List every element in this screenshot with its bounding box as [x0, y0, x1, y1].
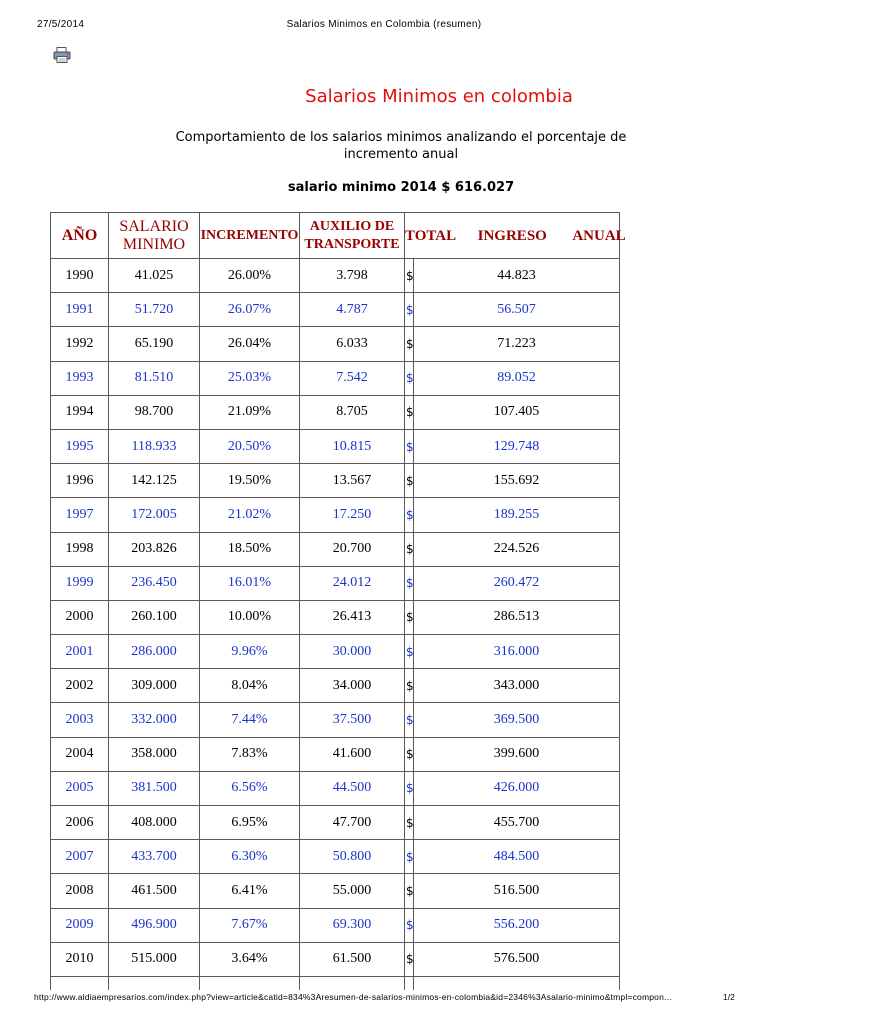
cell-salary: 41.025: [109, 259, 200, 293]
cell-year: 1990: [51, 259, 109, 293]
table-body: [51, 259, 620, 991]
cell-increment: 9.96%: [200, 635, 300, 669]
cell-increment: 6.41%: [200, 874, 300, 908]
cell-salary: 496.900: [109, 908, 200, 942]
cell-year: 1991: [51, 293, 109, 327]
cell-year: 2006: [51, 806, 109, 840]
cell-year: 1998: [51, 532, 109, 566]
cell-year: 1999: [51, 566, 109, 600]
table-row: [51, 327, 620, 361]
header-aux-line2: TRANSPORTE: [304, 236, 400, 252]
cell-aux: 13.567: [300, 464, 405, 498]
table-row: [51, 703, 620, 737]
cell-salary: 81.510: [109, 361, 200, 395]
cell-total: 155.692: [414, 464, 620, 498]
cell-year: 1997: [51, 498, 109, 532]
cell-year: 2004: [51, 737, 109, 771]
cell-increment: 6.56%: [200, 771, 300, 805]
cell-currency: $: [405, 327, 414, 361]
cell-currency: $: [405, 464, 414, 498]
cell-currency: $: [405, 361, 414, 395]
cell-currency: $: [405, 635, 414, 669]
cell-increment: 18.50%: [200, 532, 300, 566]
cell-total: 343.000: [414, 669, 620, 703]
cell-total: 516.500: [414, 874, 620, 908]
cell-year: 2000: [51, 600, 109, 634]
cell-salary: 515.000: [109, 942, 200, 976]
cell-total: 576.500: [414, 942, 620, 976]
footer-url: http://www.aldiaempresarios.com/index.php?view=article&catid=834%3Aresumen-de-salarios-minimos-en-colombia&id=2346%3Asalario-minimo&tmpl=compon...: [34, 992, 672, 1002]
cell-aux: 61.500: [300, 942, 405, 976]
header-anual: ANUAL: [572, 227, 626, 244]
cell-total: 369.500: [414, 703, 620, 737]
cell-aux: 44.500: [300, 771, 405, 805]
cell-salary: 408.000: [109, 806, 200, 840]
header-salary-line1: SALARIO: [119, 217, 189, 235]
cell-currency: $: [405, 429, 414, 463]
table-row-cutoff: [51, 976, 620, 990]
cell-year: 2008: [51, 874, 109, 908]
table-row: [51, 771, 620, 805]
cell-aux: 4.787: [300, 293, 405, 327]
cell-year: 1995: [51, 429, 109, 463]
cell-increment: 26.04%: [200, 327, 300, 361]
cell-aux: 3.798: [300, 259, 405, 293]
cell-salary: 118.933: [109, 429, 200, 463]
cell-empty: [405, 976, 414, 990]
table-row: [51, 395, 620, 429]
cell-salary: 98.700: [109, 395, 200, 429]
cell-aux: 6.033: [300, 327, 405, 361]
cell-aux: 55.000: [300, 874, 405, 908]
cell-year: 2010: [51, 942, 109, 976]
cell-aux: 17.250: [300, 498, 405, 532]
table-row: [51, 361, 620, 395]
cell-increment: 19.50%: [200, 464, 300, 498]
cell-total: 89.052: [414, 361, 620, 395]
cell-year: 2007: [51, 840, 109, 874]
cell-aux: 10.815: [300, 429, 405, 463]
header-year: AÑO: [51, 213, 109, 259]
page-header-title: Salarios Minimos en Colombia (resumen): [286, 19, 482, 30]
cell-currency: $: [405, 532, 414, 566]
cell-increment: 26.07%: [200, 293, 300, 327]
cell-salary: 309.000: [109, 669, 200, 703]
cell-aux: 47.700: [300, 806, 405, 840]
table-row: [51, 737, 620, 771]
cell-total: 129.748: [414, 429, 620, 463]
salary-table: [50, 212, 626, 990]
cell-aux: 24.012: [300, 566, 405, 600]
cell-currency: $: [405, 703, 414, 737]
printer-icon[interactable]: [53, 47, 71, 63]
table-row: [51, 635, 620, 669]
cell-aux: 34.000: [300, 669, 405, 703]
table-row: [51, 532, 620, 566]
cell-salary: 51.720: [109, 293, 200, 327]
cell-increment: 16.01%: [200, 566, 300, 600]
cell-total: 260.472: [414, 566, 620, 600]
cell-salary: 358.000: [109, 737, 200, 771]
table-row: [51, 259, 620, 293]
cell-currency: $: [405, 737, 414, 771]
cell-increment: 7.67%: [200, 908, 300, 942]
cell-salary: 286.000: [109, 635, 200, 669]
cell-salary: 381.500: [109, 771, 200, 805]
cell-increment: 20.50%: [200, 429, 300, 463]
footer-page-number: 1/2: [723, 992, 735, 1002]
table-row: [51, 908, 620, 942]
cell-year: 2001: [51, 635, 109, 669]
cell-aux: 41.600: [300, 737, 405, 771]
cell-total: 71.223: [414, 327, 620, 361]
cell-total: 56.507: [414, 293, 620, 327]
cell-salary: 203.826: [109, 532, 200, 566]
header-increment: INCREMENTO: [200, 213, 300, 259]
cell-total: 399.600: [414, 737, 620, 771]
cell-salary: 332.000: [109, 703, 200, 737]
cell-salary: 236.450: [109, 566, 200, 600]
cell-salary: 461.500: [109, 874, 200, 908]
cell-currency: $: [405, 600, 414, 634]
header-aux-line1: AUXILIO DE: [309, 218, 395, 234]
table-row: [51, 806, 620, 840]
cell-total: 484.500: [414, 840, 620, 874]
cell-increment: 3.64%: [200, 942, 300, 976]
cell-increment: 7.44%: [200, 703, 300, 737]
current-minimum-salary: salario minimo 2014 $ 616.027: [287, 180, 515, 195]
cell-increment: 26.00%: [200, 259, 300, 293]
cell-total: 224.526: [414, 532, 620, 566]
cell-aux: 7.542: [300, 361, 405, 395]
cell-year: 1996: [51, 464, 109, 498]
cell-increment: 21.09%: [200, 395, 300, 429]
cell-year: 1993: [51, 361, 109, 395]
header-salary: [109, 213, 200, 259]
cell-total: 556.200: [414, 908, 620, 942]
table-row: [51, 566, 620, 600]
header-total: TOTAL: [405, 227, 457, 244]
article-description: Comportamiento de los salarios minimos analizando el porcentaje de incremento anual: [175, 130, 627, 162]
cell-currency: $: [405, 259, 414, 293]
table-row: [51, 942, 620, 976]
cell-currency: $: [405, 566, 414, 600]
cell-increment: 6.95%: [200, 806, 300, 840]
cell-salary: 142.125: [109, 464, 200, 498]
header-transport-aid: [300, 213, 405, 259]
table-header-row: [51, 213, 620, 259]
cell-total: 316.000: [414, 635, 620, 669]
cell-currency: $: [405, 395, 414, 429]
cell-total: 426.000: [414, 771, 620, 805]
header-ingreso: INGRESO: [477, 227, 547, 244]
cell-currency: $: [405, 293, 414, 327]
cell-total: 44.823: [414, 259, 620, 293]
cell-salary: 172.005: [109, 498, 200, 532]
cell-currency: $: [405, 669, 414, 703]
cell-aux: 50.800: [300, 840, 405, 874]
cell-total: 286.513: [414, 600, 620, 634]
cell-empty: [200, 976, 300, 990]
print-date: 27/5/2014: [37, 19, 85, 30]
table-row: [51, 840, 620, 874]
cell-aux: 37.500: [300, 703, 405, 737]
cell-aux: 8.705: [300, 395, 405, 429]
cell-currency: $: [405, 840, 414, 874]
cell-increment: 25.03%: [200, 361, 300, 395]
table-row: [51, 874, 620, 908]
table-row: [51, 293, 620, 327]
cell-increment: 8.04%: [200, 669, 300, 703]
cell-total: 107.405: [414, 395, 620, 429]
table-row: [51, 464, 620, 498]
cell-aux: 69.300: [300, 908, 405, 942]
cell-total: 189.255: [414, 498, 620, 532]
cell-year: 2002: [51, 669, 109, 703]
cell-currency: $: [405, 874, 414, 908]
cell-year: 2009: [51, 908, 109, 942]
article-title: Salarios Minimos en colombia: [305, 86, 573, 107]
cell-currency: $: [405, 806, 414, 840]
cell-salary: 433.700: [109, 840, 200, 874]
cell-empty: [51, 976, 109, 990]
table-row: [51, 600, 620, 634]
cell-currency: $: [405, 771, 414, 805]
table-row: [51, 498, 620, 532]
cell-aux: 30.000: [300, 635, 405, 669]
cell-year: 2003: [51, 703, 109, 737]
cell-year: 1994: [51, 395, 109, 429]
cell-aux: 20.700: [300, 532, 405, 566]
cell-empty: [414, 976, 620, 990]
cell-currency: $: [405, 908, 414, 942]
header-total-annual-income: [405, 213, 626, 259]
table-row: [51, 669, 620, 703]
table-row: [51, 429, 620, 463]
cell-year: 2005: [51, 771, 109, 805]
cell-currency: $: [405, 942, 414, 976]
cell-salary: 65.190: [109, 327, 200, 361]
cell-currency: $: [405, 498, 414, 532]
cell-increment: 7.83%: [200, 737, 300, 771]
cell-empty: [300, 976, 405, 990]
cell-total: 455.700: [414, 806, 620, 840]
cell-increment: 21.02%: [200, 498, 300, 532]
cell-increment: 10.00%: [200, 600, 300, 634]
cell-year: 1992: [51, 327, 109, 361]
header-salary-line2: MINIMO: [122, 235, 186, 253]
cell-empty: [109, 976, 200, 990]
cell-increment: 6.30%: [200, 840, 300, 874]
cell-aux: 26.413: [300, 600, 405, 634]
cell-salary: 260.100: [109, 600, 200, 634]
